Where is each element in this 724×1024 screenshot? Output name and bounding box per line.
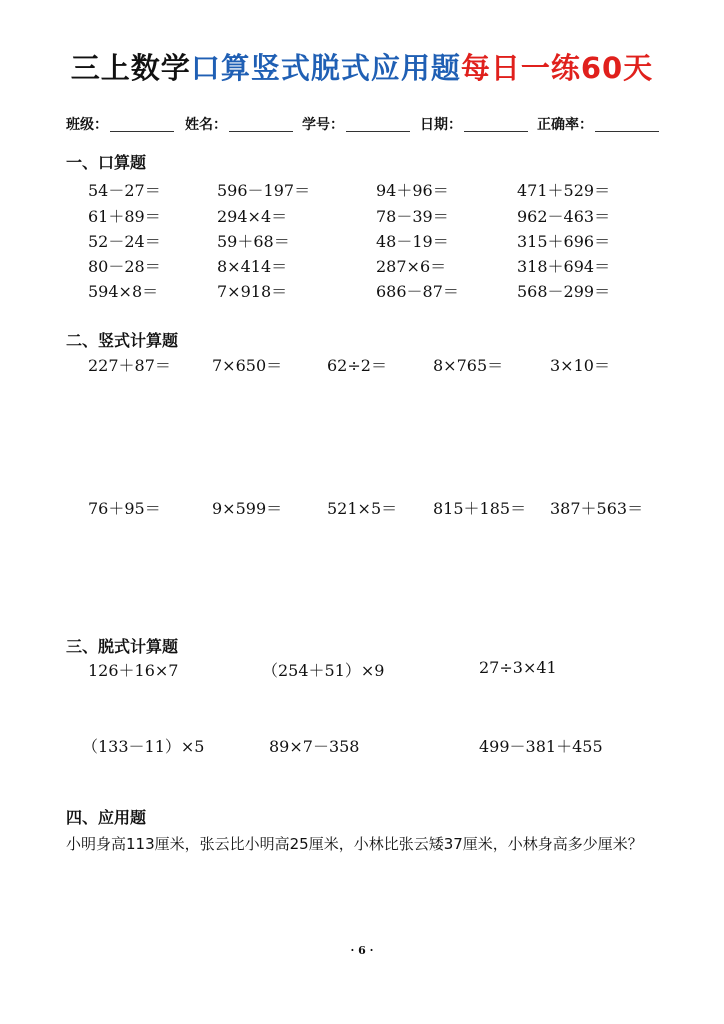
oral-problem: 48－19＝: [376, 232, 449, 251]
class-field[interactable]: [66, 114, 174, 134]
oral-problem: 315＋696＝: [517, 232, 611, 251]
oral-problem: 594×8＝: [88, 282, 159, 301]
vertical-problem: 9×599＝: [212, 499, 283, 518]
vertical-problem: 62÷2＝: [327, 356, 387, 375]
student-id-blank[interactable]: [346, 117, 410, 132]
name-blank[interactable]: [229, 117, 293, 132]
stepwise-problem: 89×7－358: [269, 737, 360, 756]
date-blank[interactable]: [464, 117, 528, 132]
accuracy-field[interactable]: [537, 114, 659, 134]
oral-problem: 287×6＝: [376, 257, 447, 276]
application-section-heading: 四、应用题: [66, 808, 147, 827]
vertical-problem: 815＋185＝: [433, 499, 527, 518]
accuracy-blank[interactable]: [595, 117, 659, 132]
vertical-problem: 8×765＝: [433, 356, 504, 375]
accuracy-label: 正确率：: [537, 117, 593, 133]
title-part-daily: 每日一练60天: [460, 51, 654, 85]
page-number: · 6 ·: [350, 944, 374, 957]
vertical-section-heading: 二、竖式计算题: [66, 331, 179, 350]
stepwise-problem: 126＋16×7: [88, 661, 179, 680]
vertical-problem: 76＋95＝: [88, 499, 161, 518]
title-part-grade: 三上数学: [70, 51, 191, 85]
name-label: 姓名：: [185, 117, 227, 133]
stepwise-problem: 27÷3×41: [479, 658, 557, 677]
oral-problem: 80－28＝: [88, 257, 161, 276]
title-part-topics: 口算竖式脱式应用题: [190, 51, 461, 85]
word-problem-text: 小明身高113厘米，张云比小明高25厘米，小林比张云矮37厘米，小林身高多少厘米？: [66, 835, 643, 853]
oral-problem: 962－463＝: [517, 207, 611, 226]
oral-problem: 596－197＝: [217, 181, 311, 200]
page-title: [0, 46, 724, 87]
oral-problem: 78－39＝: [376, 207, 449, 226]
vertical-problem: 521×5＝: [327, 499, 398, 518]
stepwise-section-heading: 三、脱式计算题: [66, 637, 179, 656]
oral-problem: 686－87＝: [376, 282, 459, 301]
oral-problem: 54－27＝: [88, 181, 161, 200]
vertical-problem: 7×650＝: [212, 356, 283, 375]
class-blank[interactable]: [110, 117, 174, 132]
oral-problem: 59＋68＝: [217, 232, 290, 251]
student-id-label: 学号：: [302, 117, 344, 133]
name-field[interactable]: [185, 114, 293, 134]
date-field[interactable]: [420, 114, 528, 134]
oral-problem: 52－24＝: [88, 232, 161, 251]
vertical-problem: 227＋87＝: [88, 356, 171, 375]
student-info-row: [66, 114, 666, 138]
oral-problem: 61＋89＝: [88, 207, 161, 226]
date-label: 日期：: [420, 117, 462, 133]
vertical-problem: 387＋563＝: [550, 499, 644, 518]
oral-problem: 8×414＝: [217, 257, 288, 276]
oral-problem: 568－299＝: [517, 282, 611, 301]
vertical-problem: 3×10＝: [550, 356, 610, 375]
stepwise-problem: （254＋51）×9: [262, 661, 385, 680]
stepwise-problem: 499－381＋455: [479, 737, 603, 756]
oral-problem: 294×4＝: [217, 207, 288, 226]
oral-problem: 318＋694＝: [517, 257, 611, 276]
oral-problem: 7×918＝: [217, 282, 288, 301]
stepwise-problem: （133－11）×5: [82, 737, 205, 756]
oral-section-heading: 一、口算题: [66, 153, 147, 172]
oral-problem: 94＋96＝: [376, 181, 449, 200]
class-label: 班级：: [66, 117, 108, 133]
oral-problem: 471＋529＝: [517, 181, 611, 200]
student-id-field[interactable]: [302, 114, 410, 134]
